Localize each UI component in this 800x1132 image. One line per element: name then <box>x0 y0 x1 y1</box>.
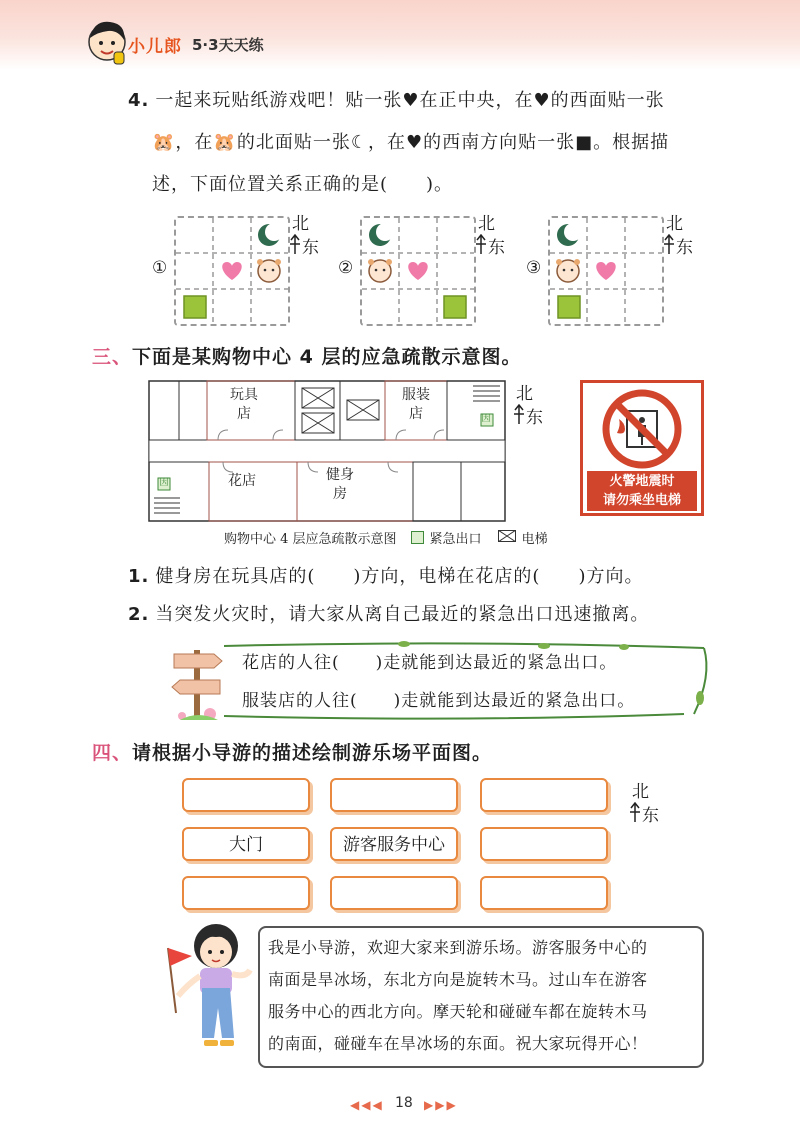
compass-arrow-icon <box>288 234 302 261</box>
q4-line1: 4. 一起来玩贴纸游戏吧！贴一张♥在正中央，在♥的西面贴一张 <box>128 90 665 111</box>
heart-icon <box>408 262 427 280</box>
park-cell-service-center: 游客服务中心 <box>330 827 458 861</box>
option-2-grid[interactable] <box>360 216 476 326</box>
q4-number: 4. <box>128 90 150 111</box>
section-4-heading: 四、请根据小导游的描述绘制游乐场平面图。 <box>92 742 493 764</box>
park-cell-7[interactable] <box>182 876 310 910</box>
option-3-grid[interactable] <box>548 216 664 326</box>
park-cell-3[interactable] <box>480 778 608 812</box>
tour-guide-girl-illustration <box>154 918 258 1068</box>
park-cell-2[interactable] <box>330 778 458 812</box>
hamster-icon <box>257 259 281 282</box>
square-sticker-icon <box>444 296 466 318</box>
right-arrows-icon: ▶▶▶ <box>424 1098 458 1112</box>
map-legend <box>224 528 548 547</box>
s3-q1: 1. 健身房在玩具店的( )方向，电梯在花店的( )方向。 <box>128 566 644 587</box>
compass-map: 北 东 <box>512 384 543 431</box>
compass-arrow-icon <box>512 404 526 431</box>
exit-glyph-top: 因 <box>481 414 491 424</box>
heart-icon <box>596 262 615 280</box>
option-2-label: ② <box>338 258 354 278</box>
legend-elevator-icon <box>498 530 516 546</box>
compass-arrow-icon <box>628 802 642 829</box>
q4-line2: 🐹，在🐹的北面贴一张☾，在♥的西南方向贴一张■。根据描 <box>152 132 670 153</box>
mascot-avatar <box>84 18 130 68</box>
left-arrows-icon: ◀◀◀ <box>350 1098 384 1112</box>
park-cell-8[interactable] <box>330 876 458 910</box>
compass-3: 北 东 <box>662 214 693 261</box>
compass-2: 北 东 <box>474 214 505 261</box>
sign-text: 火警地震时 请勿乘坐电梯 <box>587 471 697 511</box>
option-1-label: ① <box>152 258 168 278</box>
tour-guide-speech: 我是小导游，欢迎大家来到游乐场。游客服务中心的 南面是旱冰场，东北方向是旋转木马。过山车在游客 服务中心的西北方向。摩天轮和碰碰车都在旋转木马 的南面，碰碰车在旱冰场的东面。祝大家玩得开心！ <box>258 926 704 1068</box>
moon-icon <box>258 223 283 246</box>
hamster-icon <box>368 259 392 282</box>
park-cell-1[interactable] <box>182 778 310 812</box>
no-elevator-icon <box>583 387 701 471</box>
compass-1: 北 东 <box>288 214 319 261</box>
square-sticker-icon <box>184 296 206 318</box>
moon-icon <box>369 223 394 246</box>
toy-store-label: 玩具店 <box>230 387 258 422</box>
mall-floor-map <box>148 380 506 522</box>
heart-icon <box>222 262 241 280</box>
option-1-grid[interactable] <box>174 216 290 326</box>
moon-icon <box>557 223 582 246</box>
gym-label: 健身房 <box>326 467 354 502</box>
legend-exit-label: 紧急出口 <box>429 532 482 547</box>
banner-line-2: 服装店的人往( )走就能到达最近的紧急出口。 <box>242 691 636 711</box>
section-3-heading: 三、下面是某购物中心 4 层的应急疏散示意图。 <box>92 346 522 368</box>
exit-glyph-bottom: 因 <box>159 478 169 488</box>
legend-exit-icon <box>411 531 424 544</box>
map-caption: 购物中心 4 层应急疏散示意图 <box>224 532 397 547</box>
q4-line3: 述，下面位置关系正确的是( )。 <box>152 174 454 195</box>
compass-park: 北 东 <box>628 782 659 829</box>
park-cell-9[interactable] <box>480 876 608 910</box>
s3-q2: 2. 当突发火灾时，请大家从离自己最近的紧急出口迅速撤离。 <box>128 604 650 625</box>
compass-arrow-icon <box>474 234 488 261</box>
park-cell-6[interactable] <box>480 827 608 861</box>
signpost-icon <box>170 640 226 722</box>
answer-banner <box>164 636 714 724</box>
flower-shop-label: 花店 <box>228 473 256 489</box>
compass-arrow-icon <box>662 234 676 261</box>
option-3-label: ③ <box>526 258 542 278</box>
park-cell-gate: 大门 <box>182 827 310 861</box>
banner-line-1: 花店的人往( )走就能到达最近的紧急出口。 <box>242 653 618 673</box>
clothing-store-label: 服装店 <box>402 387 430 422</box>
hamster-icon <box>556 259 580 282</box>
square-sticker-icon <box>558 296 580 318</box>
series-title: 5·3天天练 <box>192 36 264 54</box>
no-elevator-sign <box>580 380 704 516</box>
brand-logo: 小儿郎 <box>128 37 182 57</box>
page-number: 18 <box>395 1095 413 1111</box>
legend-elevator-label: 电梯 <box>521 532 548 547</box>
